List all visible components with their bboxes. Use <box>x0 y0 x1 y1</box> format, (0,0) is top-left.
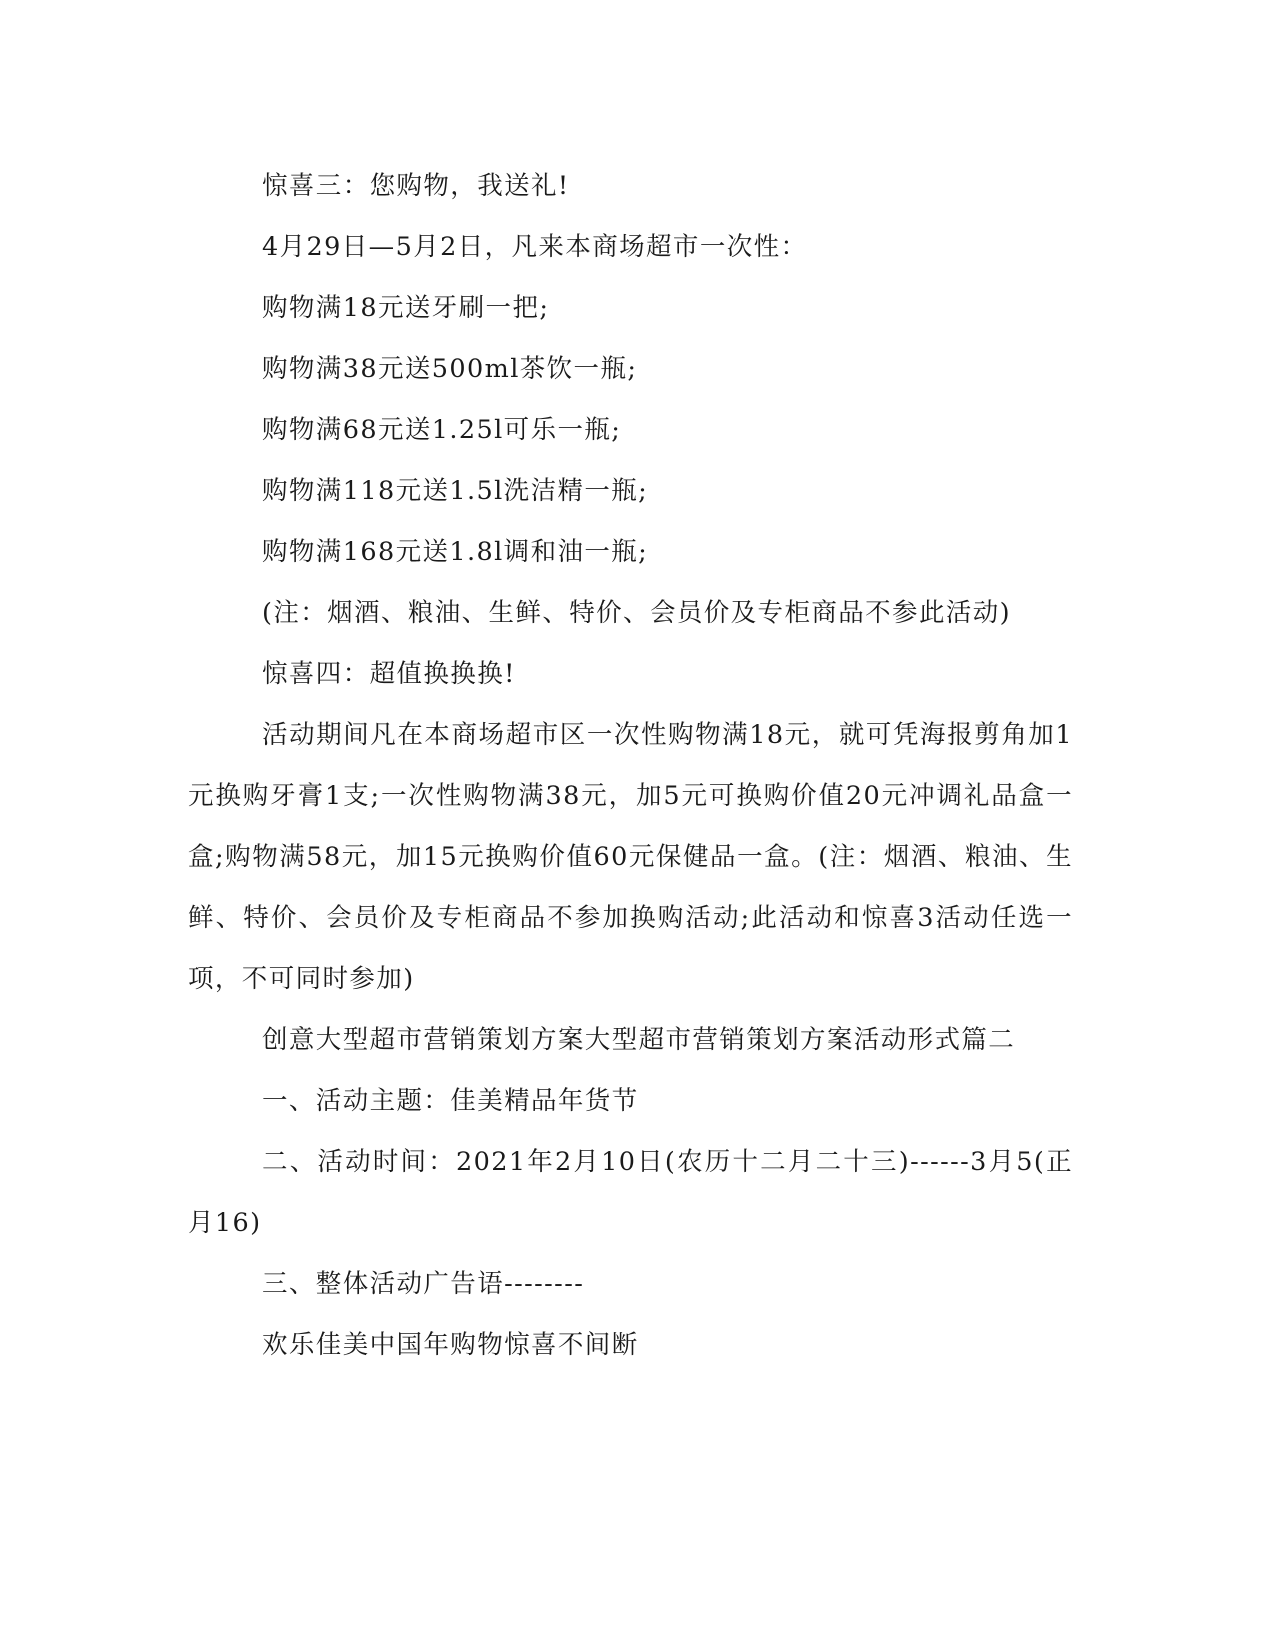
paragraph-slogan-heading: 三、整体活动广告语-------- <box>262 1269 585 1299</box>
paragraph-surprise-three-heading: 惊喜三：您购物，我送礼! <box>262 171 570 201</box>
paragraph-exchange-details: 活动期间凡在本商场超市区一次性购物满18元，就可凭海报剪角加1元换购牙膏1支;一次性购物满38元，加5元可换购价值20元冲调礼品盒一盒;购物满58元，加15元换购价值60元保健品一盒。(注：烟酒、粮油、生鲜、特价、会员价及专柜商品不参加换购活动;此活动和惊喜3活动任选一项，不可同时参加) <box>188 720 1073 994</box>
paragraph-date-range: 4月29日—5月2日，凡来本商场超市一次性： <box>262 232 808 262</box>
paragraph-gift-tier-168: 购物满168元送1.8l调和油一瓶; <box>262 537 649 567</box>
paragraph-gift-tier-38: 购物满38元送500ml茶饮一瓶; <box>262 354 638 384</box>
paragraph-activity-time: 二、活动时间：2021年2月10日(农历十二月二十三)------3月5(正月16) <box>188 1147 1073 1238</box>
paragraph-gift-tier-18: 购物满18元送牙刷一把; <box>262 293 550 323</box>
paragraph-surprise-four-heading: 惊喜四：超值换换换! <box>262 659 516 689</box>
paragraph-section-two-title: 创意大型超市营销策划方案大型超市营销策划方案活动形式篇二 <box>262 1025 1016 1055</box>
paragraph-gift-tier-68: 购物满68元送1.25l可乐一瓶; <box>262 415 622 445</box>
paragraph-note-exclusions: (注：烟酒、粮油、生鲜、特价、会员价及专柜商品不参此活动) <box>262 598 1011 628</box>
document-body <box>188 156 1073 1376</box>
paragraph-slogan: 欢乐佳美中国年购物惊喜不间断 <box>262 1330 639 1360</box>
paragraph-activity-theme: 一、活动主题：佳美精品年货节 <box>262 1086 639 1116</box>
paragraph-gift-tier-118: 购物满118元送1.5l洗洁精一瓶; <box>262 476 649 506</box>
